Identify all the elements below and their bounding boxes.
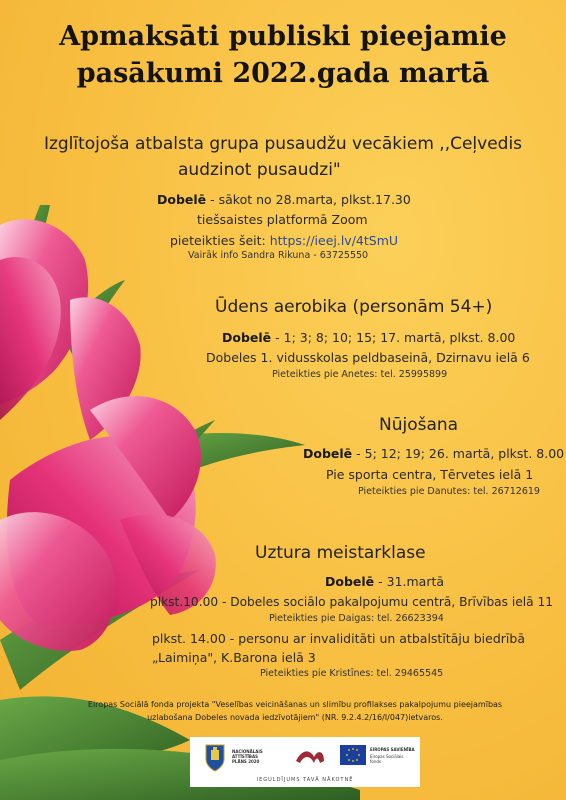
title-line-2: pasākumi 2022.gada martā: [76, 58, 490, 89]
funding-logos-strip: [190, 737, 420, 787]
logos-tagline: IEGULDĪJUMS TAVĀ NĀKOTNĒ: [256, 777, 354, 783]
section3-heading: Nūjošana: [379, 415, 459, 435]
section4-date: [325, 572, 444, 592]
section2-heading: Ūdens aerobika (personām 54+): [215, 297, 493, 317]
section2-dates: [222, 328, 515, 348]
nap-line3: PLĀNS 2020: [232, 759, 260, 764]
section4-contact2: Pieteikties pie Kristīnes: tel. 29465545: [260, 668, 444, 679]
section3-dates: [303, 444, 564, 464]
section4-date-text: - 31.martā: [374, 574, 445, 589]
nap-line2: ATTĪSTĪBAS: [232, 754, 258, 759]
latvian-flag-ribbon-icon: [294, 743, 326, 773]
section3-contact: Pieteikties pie Danutes: tel. 26712619: [358, 486, 540, 497]
section1-date-text: - sākot no 28.marta, plkst.17.30: [206, 192, 411, 207]
section3-dates-text: - 5; 12; 19; 26. martā, plkst. 8.00: [352, 446, 565, 461]
section1-register-link[interactable]: https://ieej.lv/4tSmU: [269, 233, 399, 248]
footer-line1: Eiropas Sociālā fonda projekta "Veselības veicināšanas un slimību profilakses pakalpojumu pieejamības: [87, 700, 503, 709]
section1-register-label: pieteikties šeit:: [170, 233, 270, 248]
section1-heading-line2: audzinot pusaudzi": [178, 160, 341, 180]
section3-location: Pie sporta centra, Tērvetes ielā 1: [326, 467, 534, 482]
section4-place: Dobelē: [325, 574, 375, 589]
section2-location: Dobeles 1. vidusskolas peldbaseinā, Dzirnavu ielā 6: [206, 350, 530, 365]
title-line-1: Apmaksāti publiski pieejamie: [59, 21, 507, 52]
section1-info: Vairāk info Sandra Rikuna - 63725550: [188, 250, 369, 261]
section4-session1: plkst.10.00 - Dobeles sociālo pakalpojumu centrā, Brīvības ielā 11: [150, 595, 553, 609]
section2-contact: Pieteikties pie Anetes: tel. 25995899: [272, 369, 448, 380]
footer-line2: uzlabošana Dobeles novada iedzīvotājiem" (NR. 9.2.4.2/16/I/047)ietvaros.: [147, 713, 443, 722]
dobele-coat-of-arms-icon: [204, 743, 226, 773]
eu-line2: Eiropas Sociālais: [370, 754, 404, 759]
section1-heading-line1: Izglītojoša atbalsta grupa pusaudžu vecākiem ,,Ceļvedis: [43, 134, 523, 154]
section4-session2-line1: plkst. 14.00 - personu ar invaliditāti un atbalstītāju biedrībā: [152, 631, 525, 646]
eu-flag-icon: [340, 745, 366, 765]
eu-line3: fonds: [370, 759, 382, 764]
nap-line1: NACIONĀLAIS: [232, 749, 263, 754]
page-title: [0, 18, 566, 92]
section4-heading: Uztura meistarklase: [255, 543, 426, 563]
section2-dates-text: - 1; 3; 8; 10; 15; 17. martā, plkst. 8.00: [271, 330, 516, 345]
section1-platform: tiešsaistes platformā Zoom: [197, 212, 368, 227]
section1-date: [157, 190, 411, 210]
section2-place: Dobelē: [222, 330, 272, 345]
section3-place: Dobelē: [303, 446, 353, 461]
section4-contact1: Pieteikties pie Daigas: tel. 26623394: [269, 613, 444, 624]
eu-line1: EIROPAS SAVIENĪBA: [370, 747, 415, 752]
section1-place: Dobelē: [157, 192, 207, 207]
section4-session2-line2: „Laimiņa", K.Barona ielā 3: [152, 650, 316, 665]
